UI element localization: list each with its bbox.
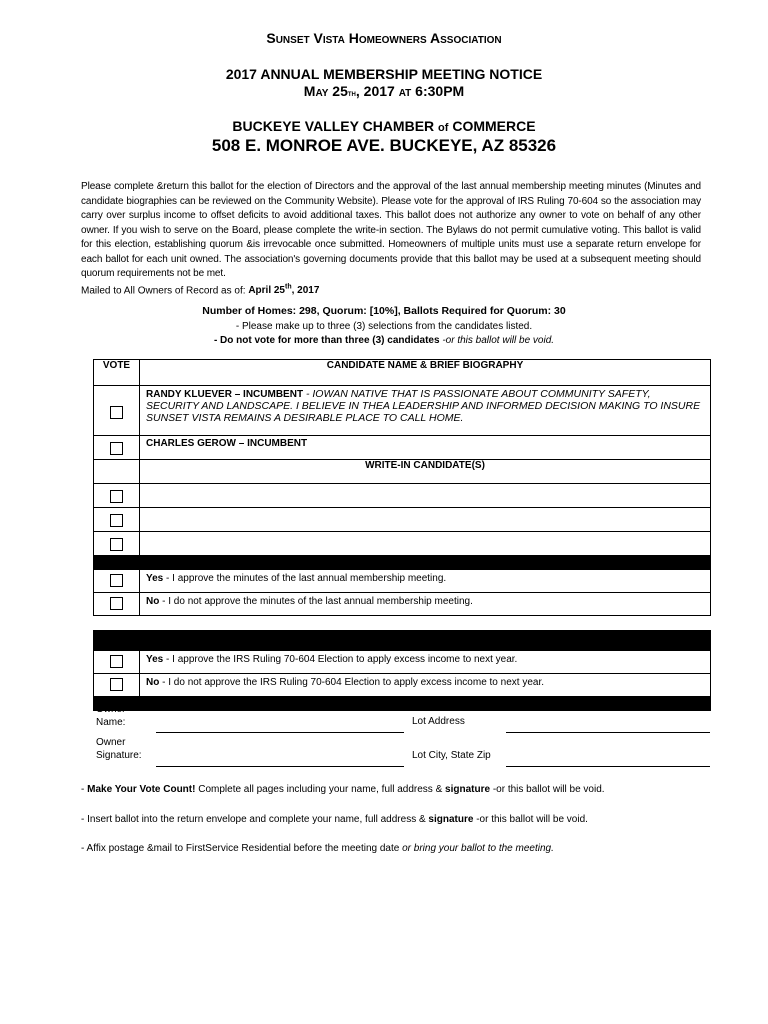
minutes-no-text: - I do not approve the minutes of the last annual membership meeting. (159, 596, 473, 607)
venue-address: 508 E. MONROE AVE. BUCKEYE, AZ 85326 (211, 136, 557, 155)
owner-signature-label: Owner Signature: (96, 737, 142, 761)
meeting-date-part2: , 2017 at 6:30PM (355, 83, 465, 99)
meeting-date (0, 83, 768, 99)
write-in-row (94, 508, 711, 532)
candidate-1-bio: - IOWAN NATIVE THAT IS PASSIONATE ABOUT COMMUNITY SAFETY, SECURITY AND LANDSCAPE. I BELIEVE IN THEA LEADERSHIP AND INFORMED DECISION MAKING TO INSURE SUNSET VISTA REMAINS A DESIRABLE PLACE TO CALL HOME. (146, 388, 701, 424)
meeting-title: 2017 ANNUAL MEMBERSHIP MEETING NOTICE (225, 66, 543, 82)
write-in-2-field[interactable] (140, 508, 711, 532)
write-in-1-field[interactable] (140, 484, 711, 508)
vote-limit-bold: - Do not vote for more than three (3) candidates (213, 335, 440, 346)
mailed-date-value: April 25th, 2017 (248, 284, 320, 297)
vote-column-header: VOTE (94, 360, 140, 386)
section-divider (94, 556, 711, 570)
irs-yes-text: - I approve the IRS Ruling 70-604 Election to apply excess income to next year. (163, 654, 518, 665)
minutes-yes-row (94, 570, 711, 593)
candidate-1-name: RANDY KLUEVER – INCUMBENT (146, 389, 304, 400)
candidate-row (94, 386, 711, 436)
ballot-table (93, 359, 711, 711)
write-in-3-field[interactable] (140, 532, 711, 556)
lot-address-label: Lot Address (412, 716, 465, 727)
irs-yes-label: Yes (146, 654, 164, 665)
vote-limit-italic: -or this ballot will be void. (442, 335, 555, 346)
irs-no-text: - I do not approve the IRS Ruling 70-604 Election to apply excess income to next year. (159, 677, 545, 688)
write-in-row (94, 484, 711, 508)
minutes-yes-text: - I approve the minutes of the last annual membership meeting. (163, 573, 447, 584)
association-name: Sunset Vista Homeowners Association (266, 30, 502, 46)
candidate-column-header: CANDIDATE NAME & BRIEF BIOGRAPHY (140, 360, 711, 386)
vote-limit-note (0, 335, 768, 346)
footnote-1: - Make Your Vote Count! Complete all pages including your name, full address & signature -or this ballot will be void. (81, 784, 605, 795)
irs-yes-row (94, 651, 711, 674)
meeting-date-part1: May 25 (303, 83, 348, 99)
owner-signature-field[interactable] (156, 766, 404, 767)
write-in-header: WRITE-IN CANDIDATE(S) (140, 460, 711, 484)
lot-city-field[interactable] (506, 766, 710, 767)
section-divider (94, 631, 711, 651)
candidate-2-name: CHARLES GEROW – INCUMBENT (146, 438, 308, 449)
venue-part1: BUCKEYE VALLEY CHAMBER (232, 118, 435, 134)
lot-city-label: Lot City, State Zip (412, 750, 491, 761)
section-divider (94, 697, 711, 711)
mailed-label: Mailed to All Owners of Record as of: (81, 285, 246, 297)
venue-of: of (438, 122, 449, 134)
footnote-2: - Insert ballot into the return envelope and complete your name, full address & signature -or this ballot will be void. (81, 814, 588, 825)
selection-note: - Please make up to three (3) selections from the candidates listed. (235, 321, 533, 332)
lot-address-field[interactable] (506, 732, 710, 733)
minutes-yes-checkbox[interactable] (110, 574, 123, 587)
irs-yes-checkbox[interactable] (110, 655, 123, 668)
irs-no-checkbox[interactable] (110, 678, 123, 691)
candidate-1-checkbox[interactable] (110, 406, 123, 419)
venue-part2: COMMERCE (452, 118, 536, 134)
owner-name-label: Owner Name: (96, 704, 126, 728)
footnote-3: - Affix postage &mail to FirstService Residential before the meeting date or bring your ballot to the meeting. (81, 843, 554, 854)
mailed-date (81, 284, 319, 296)
write-in-row (94, 532, 711, 556)
candidate-2-checkbox[interactable] (110, 442, 123, 455)
irs-no-row (94, 674, 711, 697)
candidate-row (94, 436, 711, 460)
minutes-no-row (94, 593, 711, 616)
minutes-no-checkbox[interactable] (110, 597, 123, 610)
irs-no-label: No (146, 677, 160, 688)
meeting-date-suffix: th (347, 88, 356, 98)
quorum-info: Number of Homes: 298, Quorum: [10%], Ballots Required for Quorum: 30 (202, 305, 566, 317)
write-in-3-checkbox[interactable] (110, 538, 123, 551)
venue (0, 118, 768, 134)
write-in-2-checkbox[interactable] (110, 514, 123, 527)
write-in-1-checkbox[interactable] (110, 490, 123, 503)
ballot-instructions: Please complete &return this ballot for the election of Directors and the approval of the last annual membership meeting minutes (Minutes and candidate biographies can be reviewed on the Community Website). Please vote for the approval of IRS Ruling 70-604 so the association may carry over surplus income to offset deficits to avoid additional taxes. This ballot does not authorize any owner to vote on behalf of any other owner. If you wish to serve on the Board, please complete the write-in section. The Bylaws do not permit cumulative voting. This ballot is valid for this election, establishing quorum &is irrevocable once submitted. Homeowners of multiple units must use a separate return envelope for each ballot for each unit owned. The association's governing documents provide that this ballot may be used at a subsequent meeting should quorum requirements not be met. (81, 181, 701, 279)
minutes-yes-label: Yes (146, 573, 164, 584)
owner-name-field[interactable] (156, 732, 404, 733)
minutes-no-label: No (146, 596, 160, 607)
